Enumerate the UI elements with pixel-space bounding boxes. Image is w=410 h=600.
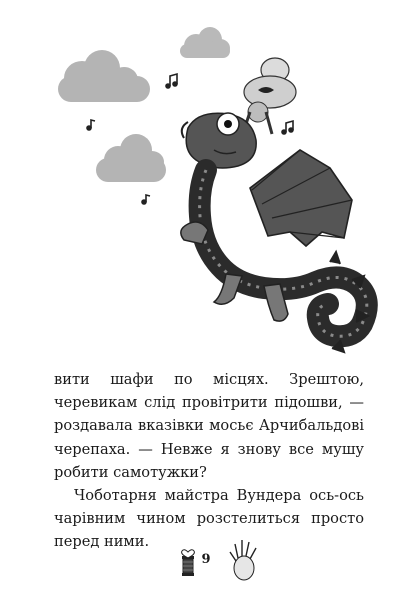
body-text bbox=[54, 368, 364, 554]
page-number: 9 bbox=[201, 552, 211, 567]
paragraph-2: Чоботарня майстра Вундера ось-ось чарівним чином розстелиться просто перед ними. bbox=[54, 487, 364, 551]
music-note-icon bbox=[142, 195, 150, 204]
thread-spool-icon bbox=[182, 556, 194, 576]
egg-with-quills-icon bbox=[230, 540, 256, 580]
music-note-icon bbox=[166, 74, 177, 88]
cloud-icon bbox=[180, 27, 230, 58]
cloud-icon bbox=[96, 134, 166, 182]
dragon-wing bbox=[250, 150, 352, 246]
dragon-head bbox=[182, 113, 256, 168]
paragraph-1: вити шафи по місцях. Зрештою, черевикам слід провітрити підошви, — роздавала вказівки мосьє Арчибальдові черепаха. — Невже я знову все мушу робити самотужки? bbox=[54, 371, 364, 481]
cloud-icon bbox=[58, 50, 150, 102]
music-note-icon bbox=[282, 121, 293, 134]
music-note-icon bbox=[87, 120, 95, 130]
